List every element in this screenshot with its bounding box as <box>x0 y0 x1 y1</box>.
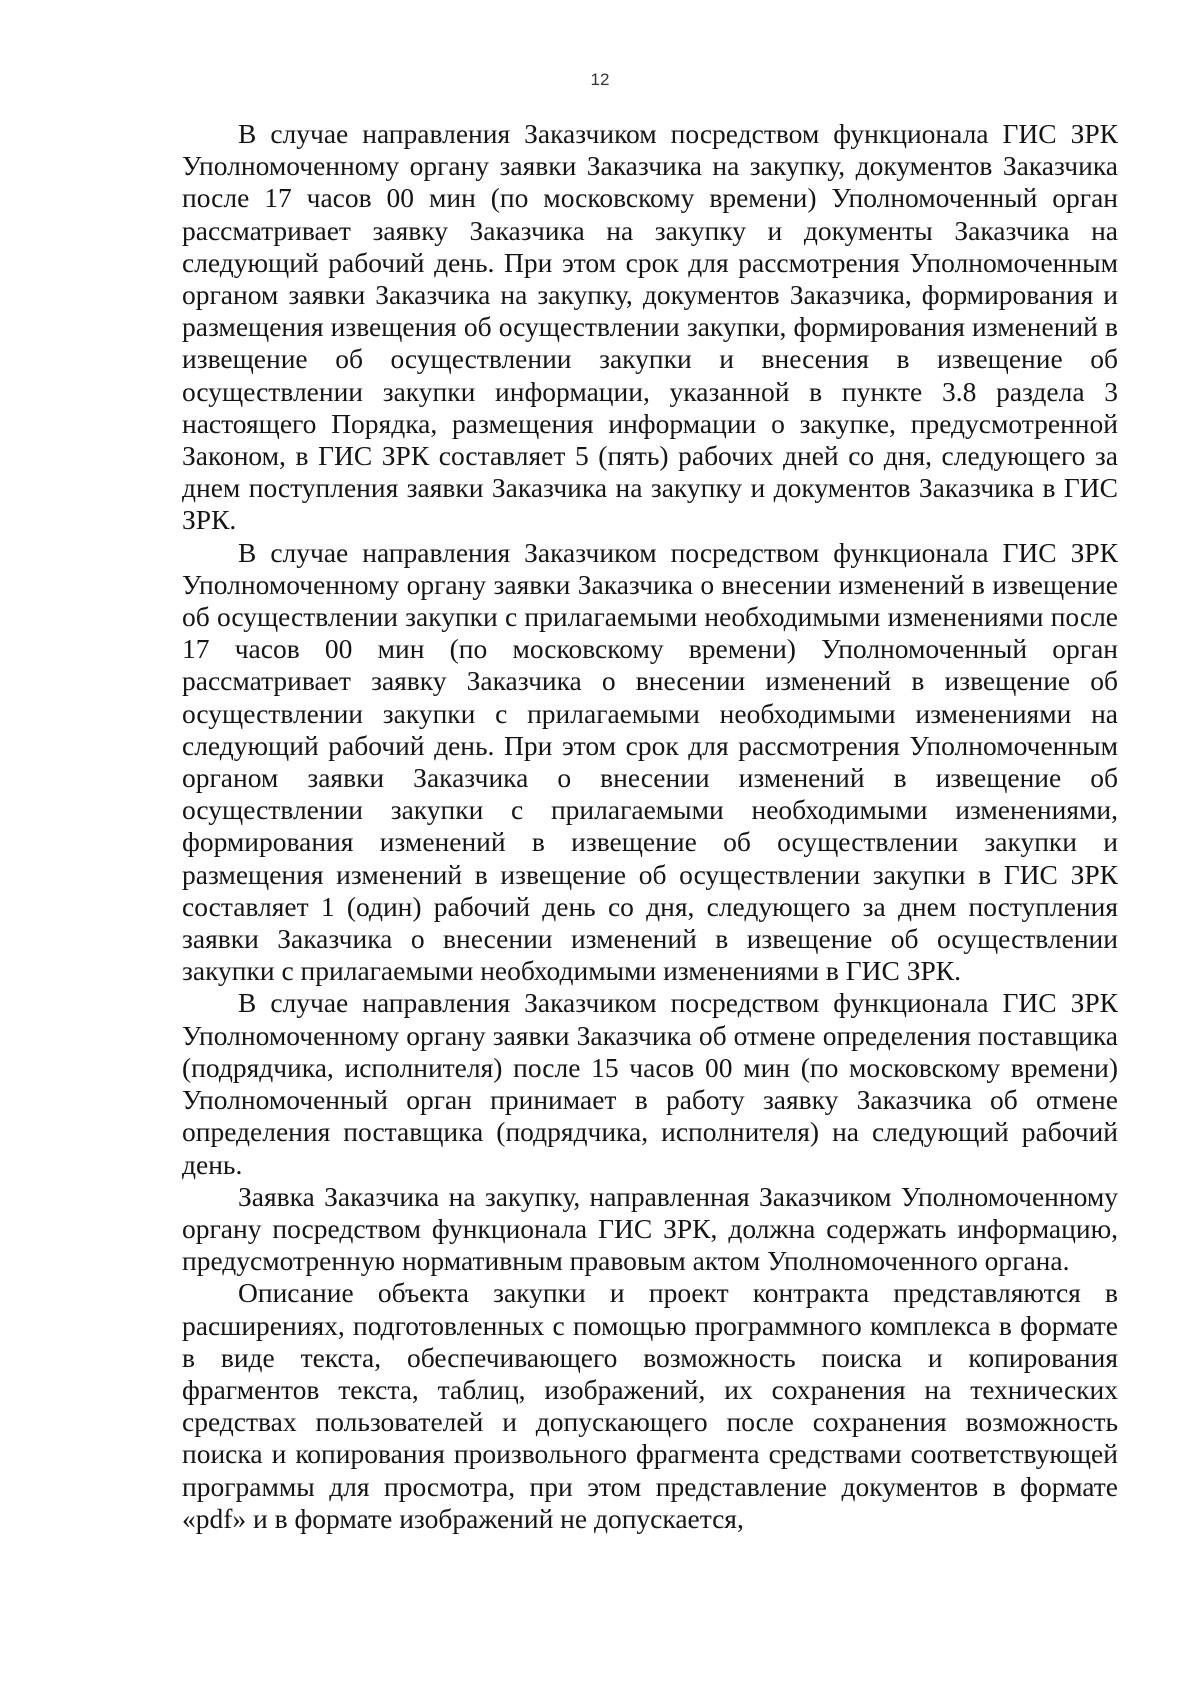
paragraph-request-contents: Заявка Заказчика на закупку, направленная Заказчиком Уполномоченному органу посредством функционала ГИС ЗРК, должна содержать информацию, предусмотренную нормативным правовым актом Уполномоченного органа. <box>182 1180 1118 1277</box>
page-number: 12 <box>590 70 610 89</box>
paragraph-deadline-notice-changes: В случае направления Заказчиком посредством функционала ГИС ЗРК Уполномоченному органу заявки Заказчика о внесении изменений в извещение об осуществлении закупки с прилагаемыми необходимыми изменениями после 17 часов 00 мин (по московскому времени) Уполномоченный орган рассматривает заявку Заказчика о внесении изменений в извещение об осуществлении закупки с прилагаемыми необходимыми изменениями на следующий рабочий день. При этом срок для рассмотрения Уполномоченным органом заявки Заказчика о внесении изменений в извещение об осуществлении закупки с прилагаемыми необходимыми изменениями, формирования изменений в извещение об осуществлении закупки и размещения изменений в извещение об осуществлении закупки в ГИС ЗРК составляет 1 (один) рабочий день со дня, следующего за днем поступления заявки Заказчика о внесении изменений в извещение об осуществлении закупки с прилагаемыми необходимыми изменениями в ГИС ЗРК. <box>182 536 1118 987</box>
paragraph-supplier-cancellation: В случае направления Заказчиком посредством функционала ГИС ЗРК Уполномоченному органу заявки Заказчика об отмене определения поставщика (подрядчика, исполнителя) после 15 часов 00 мин (по московскому времени) Уполномоченный орган принимает в работу заявку Заказчика об отмене определения поставщика (подрядчика, исполнителя) на следующий рабочий день. <box>182 987 1118 1180</box>
document-body <box>182 118 1118 1535</box>
paragraph-deadline-purchase-request: В случае направления Заказчиком посредством функционала ГИС ЗРК Уполномоченному органу заявки Заказчика на закупку, документов Заказчика после 17 часов 00 мин (по московскому времени) Уполномоченный орган рассматривает заявку Заказчика на закупку и документы Заказчика на следующий рабочий день. При этом срок для рассмотрения Уполномоченным органом заявки Заказчика на закупку, документов Заказчика, формирования и размещения извещения об осуществлении закупки, формирования изменений в извещение об осуществлении закупки и внесения в извещение об осуществлении закупки информации, указанной в пункте 3.8 раздела 3 настоящего Порядка, размещения информации о закупке, предусмотренной Законом, в ГИС ЗРК составляет 5 (пять) рабочих дней со дня, следующего за днем поступления заявки Заказчика на закупку и документов Заказчика в ГИС ЗРК. <box>182 118 1118 536</box>
paragraph-document-format: Описание объекта закупки и проект контракта представляются в расширениях, подготовленных с помощью программного комплекса в формате в виде текста, обеспечивающего возможность поиска и копирования фрагментов текста, таблиц, изображений, их сохранения на технических средствах пользователей и допускающего после сохранения возможность поиска и копирования произвольного фрагмента средствами соответствующей программы для просмотра, при этом представление документов в формате «pdf» и в формате изображений не допускается, <box>182 1277 1118 1534</box>
